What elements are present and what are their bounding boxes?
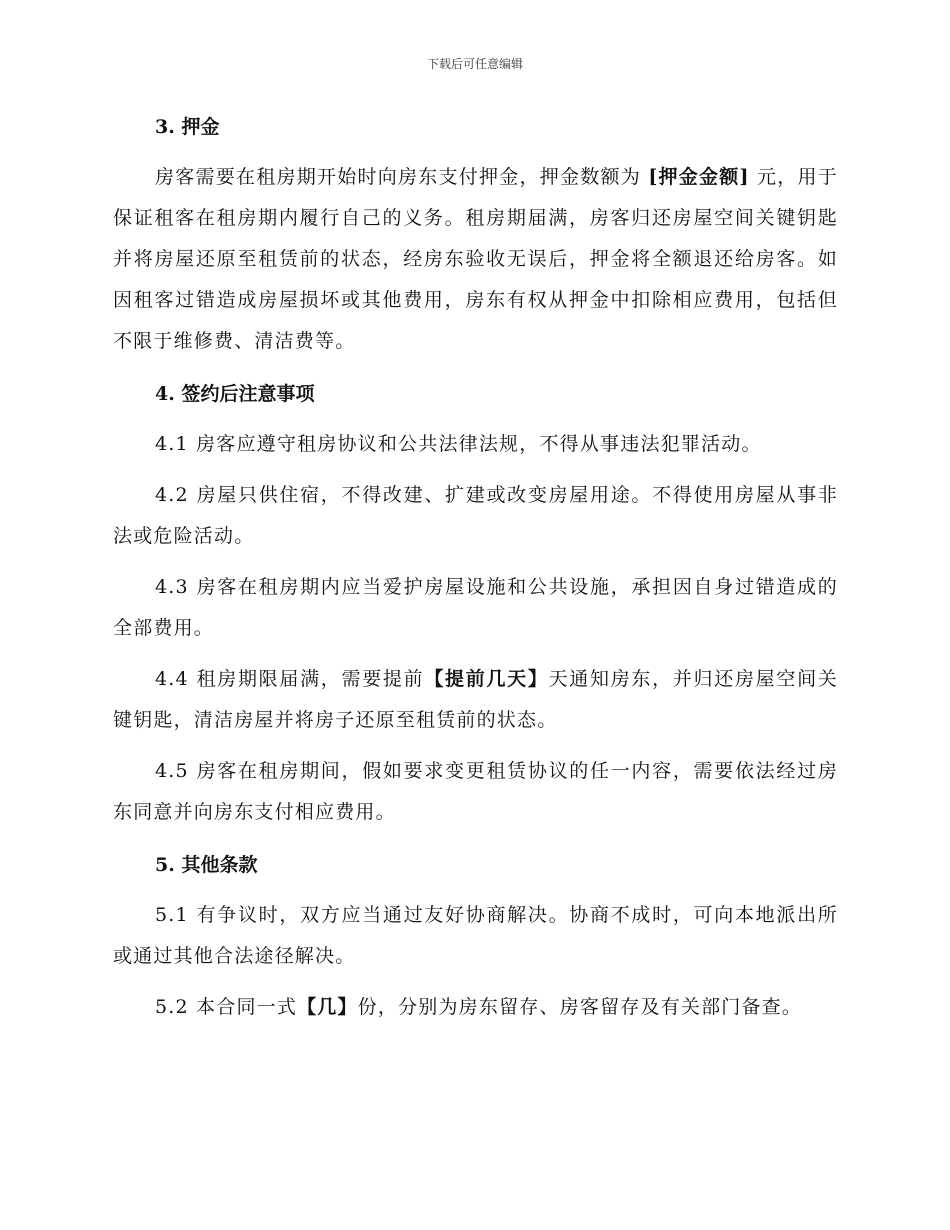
- section-3-title: 3. 押金: [155, 116, 220, 138]
- clause-4-2: 4.2 房屋只供住宿，不得改建、扩建或改变房屋用途。不得使用房屋从事非法或危险活动。: [113, 484, 838, 547]
- clause-5-1: 5.1 有争议时，双方应当通过友好协商解决。协商不成时，可向本地派出所或通过其他合法途径解决。: [113, 904, 838, 967]
- clause-5-2-before: 5.2 本合同一式: [155, 996, 298, 1018]
- deposit-text-before: 房客需要在租房期开始时向房东支付押金，押金数额为: [155, 166, 649, 188]
- clause-4-3: 4.3 房客在租房期内应当爱护房屋设施和公共设施，承担因自身过错造成的全部费用。: [113, 576, 838, 639]
- clause-4-1: 4.1 房客应遵守租房协议和公共法律法规，不得从事违法犯罪活动。: [155, 433, 762, 455]
- copies-placeholder: 【几】: [297, 996, 358, 1018]
- section-3-paragraph: [113, 157, 838, 362]
- section-5-title: 5. 其他条款: [155, 854, 258, 876]
- clause-5-2-after: 份，分别为房东留存、房客留存及有关部门备查。: [357, 996, 803, 1018]
- deposit-amount-placeholder: [押金金额]: [648, 166, 750, 188]
- deposit-text-after: 元，用于保证租客在租房期内履行自己的义务。租房期届满，房客归还房屋空间关键钥匙并将房屋还原至租赁前的状态，经房东验收无误后，押金将全额退还给房客。如因租客过错造成房屋损坏或其他费用，房东有权从押金中扣除相应费用，包括但不限于维修费、清洁费等。: [113, 166, 838, 352]
- clause-4-4-after: 天通知房东，并归还房屋空间关键钥匙，清洁房屋并将房子还原至租赁前的状态。: [113, 668, 838, 731]
- advance-days-placeholder: 【提前几天】: [424, 668, 549, 690]
- clause-4-5: 4.5 房客在租房期间，假如要求变更租赁协议的任一内容，需要依法经过房东同意并向房东支付相应费用。: [113, 760, 838, 823]
- clause-4-4-before: 4.4 租房期限届满，需要提前: [155, 668, 425, 690]
- section-4-title: 4. 签约后注意事项: [155, 383, 315, 405]
- page-header: 下载后可任意编辑: [426, 57, 523, 71]
- document-body: [113, 107, 838, 1028]
- clause-4-4: [113, 659, 838, 741]
- clause-5-2: [113, 987, 838, 1028]
